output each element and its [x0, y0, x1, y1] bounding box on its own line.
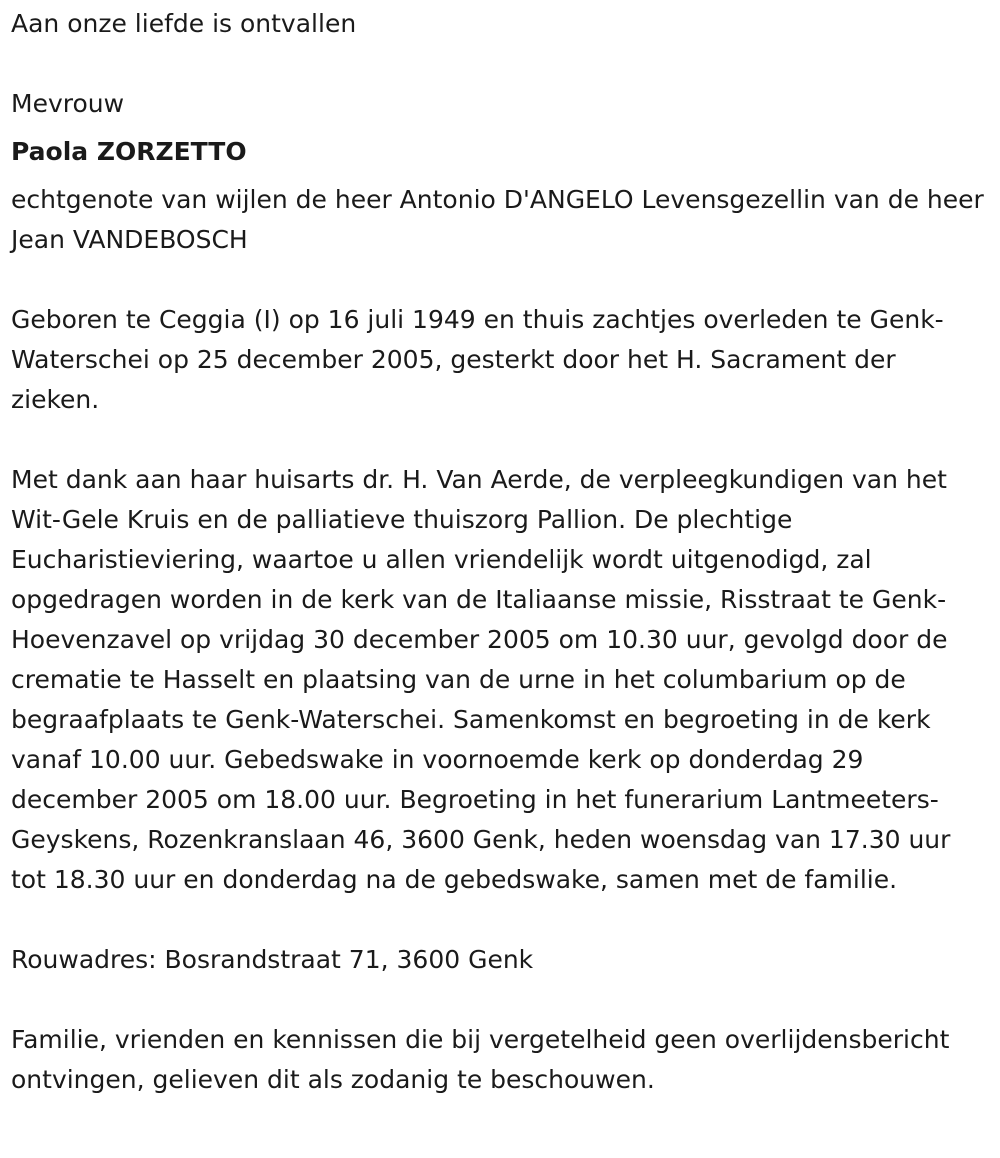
death-notice	[11, 4, 986, 1100]
relations-paragraph: echtgenote van wijlen de heer Antonio D'ANGELO Levensgezellin van de heer Jean VANDEBOSCH	[11, 185, 984, 254]
deceased-name: Paola ZORZETTO	[11, 137, 247, 166]
mourning-address: Rouwadres: Bosrandstraat 71, 3600 Genk	[11, 945, 534, 974]
closing-paragraph: Familie, vrienden en kennissen die bij vergetelheid geen overlijdensbericht ontvingen, gelieven dit als zodanig te beschouwen.	[11, 1025, 950, 1094]
salutation: Mevrouw	[11, 89, 125, 118]
intro-line: Aan onze liefde is ontvallen	[11, 9, 357, 38]
birth-death-paragraph: Geboren te Ceggia (I) op 16 juli 1949 en thuis zachtjes overleden te Genk-Waterschei op 25 december 2005, gesterkt door het H. Sacrament der zieken.	[11, 305, 944, 414]
ceremony-paragraph: Met dank aan haar huisarts dr. H. Van Aerde, de verpleegkundigen van het Wit-Gele Kruis en de palliatieve thuiszorg Pallion. De plechtige Eucharistieviering, waartoe u allen vriendelijk wordt uitgenodigd, zal opgedragen worden in de kerk van de Italiaanse missie, Risstraat te Genk-Hoevenzavel op vrijdag 30 december 2005 om 10.30 uur, gevolgd door de crematie te Hasselt en plaatsing van de urne in het columbarium op de begraafplaats te Genk-Waterschei. Samenkomst en begroeting in de kerk vanaf 10.00 uur. Gebedswake in voornoemde kerk op donderdag 29 december 2005 om 18.00 uur. Begroeting in het funerarium Lantmeeters-Geyskens, Rozenkranslaan 46, 3600 Genk, heden woensdag van 17.30 uur tot 18.30 uur en donderdag na de gebedswake, samen met de familie.	[11, 465, 951, 894]
